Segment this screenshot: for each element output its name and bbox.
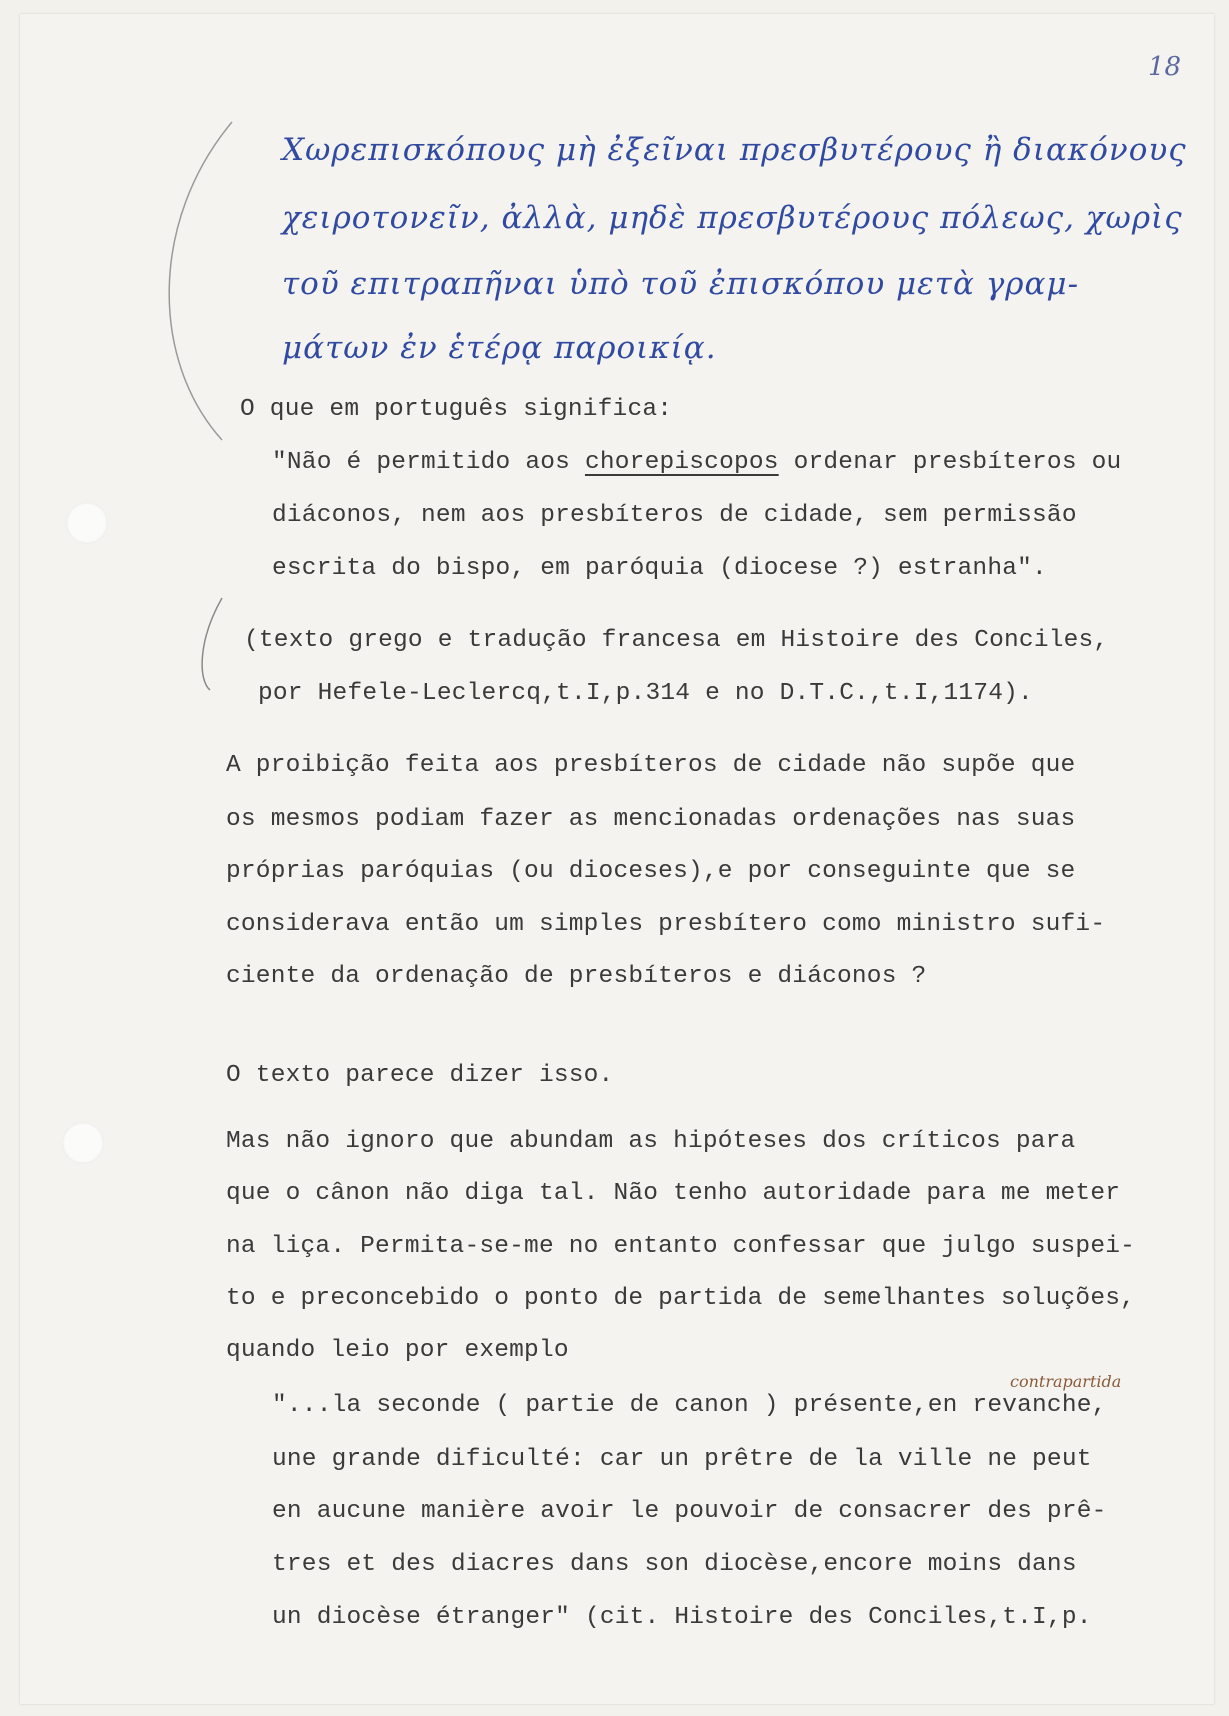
quote-line-5: un diocèse étranger" (cit. Histoire des Conciles,t.I,p. <box>272 1604 1092 1631</box>
greek-line-4: μάτων ἐν ἑτέρᾳ παροικίᾳ. <box>282 330 717 366</box>
greek-line-2: χειροτονεῖν, ἀλλὰ, μηδὲ πρεσβυτέρους πόλεως, χωρὶς <box>282 200 1183 236</box>
translation-line-1-start: "Não é permitido aos <box>272 449 585 476</box>
paragraph-3-line-2: que o cânon não diga tal. Não tenho autoridade para me meter <box>226 1180 1121 1207</box>
translation-line-2: diáconos, nem aos presbíteros de cidade, sem permissão <box>272 502 1077 529</box>
handwritten-correction: contrapartida <box>1010 1372 1122 1391</box>
quote-line-3: en aucune manière avoir le pouvoir de consacrer des prê- <box>272 1498 1107 1525</box>
quote-line-4: tres et des diacres dans son diocèse,encore moins dans <box>272 1551 1077 1578</box>
paragraph-3-line-3: na liça. Permita-se-me no entanto confessar que julgo suspei- <box>226 1233 1136 1260</box>
quote-line-2: une grande dificulté: car un prêtre de la ville ne peut <box>272 1446 1092 1473</box>
underlined-term: chorepiscopos <box>584 449 779 476</box>
paragraph-1-line-4: considerava então um simples presbítero como ministro sufi- <box>226 911 1106 938</box>
paragraph-1-line-3: próprias paróquias (ou dioceses),e por conseguinte que se <box>226 858 1076 885</box>
paragraph-1-line-2: os mesmos podiam fazer as mencionadas ordenações nas suas <box>226 806 1076 833</box>
paragraph-3-line-1: Mas não ignoro que abundam as hipóteses dos críticos para <box>226 1128 1076 1155</box>
greek-line-1: Χωρεπισκόπους μὴ ἐξεῖναι πρεσβυτέρους ἢ διακόνους <box>282 132 1187 168</box>
intro-line: O que em português significa: <box>240 396 673 423</box>
page-number: 18 <box>1148 52 1182 82</box>
source-line-1: (texto grego e tradução francesa em Histoire des Conciles, <box>244 627 1109 654</box>
translation-line-1-end: ordenar presbíteros ou <box>778 449 1122 476</box>
translation-line-1 <box>272 449 1121 476</box>
paragraph-1-line-1: A proibição feita aos presbíteros de cidade não supõe que <box>226 752 1076 779</box>
paragraph-3-line-5: quando leio por exemplo <box>226 1337 569 1364</box>
translation-line-3: escrita do bispo, em paróquia (diocese ?) estranha". <box>272 555 1047 582</box>
source-line-2: por Hefele-Leclercq,t.I,p.314 e no D.T.C.,t.I,1174). <box>258 680 1033 707</box>
paragraph-2: O texto parece dizer isso. <box>226 1062 614 1089</box>
quote-line-1: "...la seconde ( partie de canon ) présente,en revanche, <box>272 1392 1107 1419</box>
paragraph-3-line-4: to e preconcebido o ponto de partida de semelhantes soluções, <box>226 1285 1136 1312</box>
greek-line-3: τοῦ επιτραπῆναι ὑπὸ τοῦ ἐπισκόπου μετὰ γραμ- <box>282 266 1080 302</box>
paragraph-1-line-5: ciente da ordenação de presbíteros e diáconos ? <box>226 963 927 990</box>
